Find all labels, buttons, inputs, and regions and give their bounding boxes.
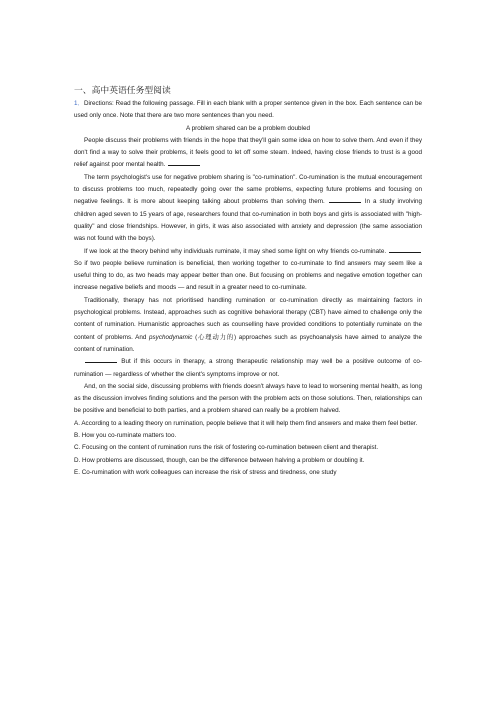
option-c: C. Focusing on the content of rumination runs the risk of fostering co-rumination between client and therapist. <box>74 444 379 452</box>
paragraph-1-text: People discuss their problems with friends in the hope that they'll gain some idea on how to solve them. And even if they don't find a way to solve their problems, it feels good to let off some steam. Indeed, having close friends to trust is a good relief against poor mental health. <box>74 136 422 169</box>
paragraph-6: And, on the social side, discussing problems with friends doesn't always have to lead to worsening mental health, as long as the discussion involves finding solutions and the person with the problem acts on those solutions. Then, relationships can be positive and beneficial to both parties, and a problem shared can really be a problem halved. <box>74 382 422 415</box>
paragraph-3 <box>74 246 422 295</box>
option-a: A. According to a leading theory on rumination, people believe that it will help them find answers and make them feel better. <box>74 419 418 427</box>
paragraph-4-text-a: Traditionally, therapy has not prioritised handling rumination or co-rumination directly as maintaining factors in psychological problems. Instead, approaches such as cognitive behavioral therapy (CBT) have aimed to challenge only the content of rumination. Humanistic approaches such as counselling have provided conditions to potentially ruminate on the content of problems. And <box>74 296 422 341</box>
paragraph-3-text-b: So if two people believe rumination is beneficial, then working together to co-ruminate to find answers may seem like a useful thing to do, as two heads may appear better than one. But focusing on problems and negative emotion together can increase negative beliefs and moods — and result in a greater need to co-ruminate. <box>74 259 422 292</box>
answer-blank-2[interactable] <box>329 196 361 203</box>
answer-blank-1[interactable] <box>168 159 200 166</box>
directions-text: Directions: Read the following passage. Fill in each blank with a proper sentence given in the box. Each sentence can be used only once. Note that there are two more sentences than you need. <box>74 100 422 120</box>
option-e: E. Co-rumination with work colleagues can increase the risk of stress and tiredness, one study <box>74 468 337 476</box>
document-content <box>74 84 422 479</box>
paragraph-5 <box>74 356 422 381</box>
paragraph-1 <box>74 135 422 172</box>
answer-blank-3[interactable] <box>389 246 421 253</box>
option-d: D. How problems are discussed, though, can be the difference between halving a problem or doubling it. <box>74 456 365 464</box>
question-number: 1． <box>74 100 84 107</box>
section-title: 一、高中英语任务型阅读 <box>74 85 171 95</box>
paragraph-4 <box>74 295 422 356</box>
paragraph-3-text-a: If we look at the theory behind why individuals ruminate, it may shed some light on why friends co-ruminate. <box>84 247 387 255</box>
paragraph-2 <box>74 172 422 246</box>
passage-title: A problem shared can be a problem doubled <box>186 124 310 132</box>
psychodynamic-gloss: (心理动力的) <box>195 333 237 341</box>
paragraph-2-text-a: The term psychologist's use for negative problem sharing is "co-rumination". Co-rumination is the mutual encouragement to discuss problems too much, repeatedly going over the same problems, expecting future problems and focusing on negative feelings. It is more about keeping talking about problems than solving them. <box>74 173 422 206</box>
paragraph-2-text-b: In a study involving children aged seven to 15 years of age, researchers found that co-rumination in both boys and girls is associated with "high-quality" and close friendships. However, in girls, it was also associated with anxiety and depression (the same association was not found with the boys). <box>74 198 423 243</box>
paragraph-5-text: But if this occurs in therapy, a strong therapeutic relationship may well be a positive outcome of co-rumination — regardless of whether the client's symptoms improve or not. <box>74 358 422 378</box>
option-b: B. How you co-ruminate matters too. <box>74 432 177 440</box>
answer-blank-4[interactable] <box>85 356 117 363</box>
paragraph-4-text-b: approaches such as psychoanalysis have aimed to analyze the content of rumination. <box>74 333 423 353</box>
question-directions <box>74 98 422 123</box>
psychodynamic-term: psychodynamic <box>149 333 193 341</box>
